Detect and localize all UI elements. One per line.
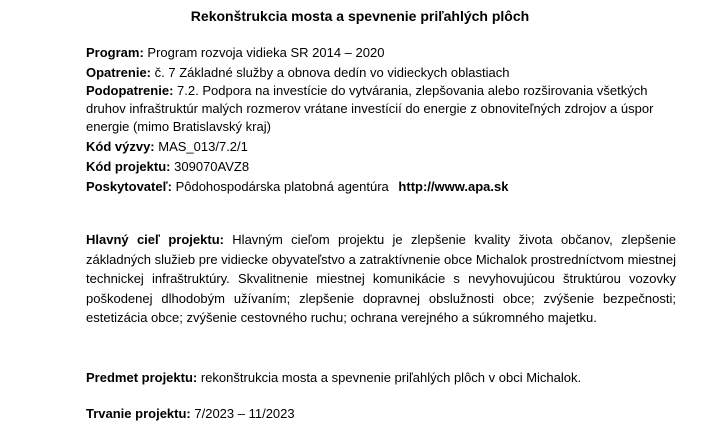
program-value: Program rozvoja vidieka SR 2014 – 2020	[147, 45, 385, 60]
kod-projektu-value: 309070AVZ8	[174, 159, 250, 174]
program-row	[86, 44, 676, 62]
project-subject-text: rekonštrukcia mosta a spevnenie priľahlých plôch v obci Michalok.	[200, 370, 582, 385]
main-goal-text: Hlavným cieľom projektu je zlepšenie kvality života občanov, zlepšenie základných služieb pre vidiecke obyvateľstvo a zatraktívnenie obce Michalok prostredníctvom miestnej technickej infraštruktúry. Skvalitnenie miestnej komunikácie s nevyhovujúcou štruktúrou vozovky poškodenej dlhodobým užívaním; zlepšenie dopravnej obslužnosti obce; zvýšenie bezpečnosti; estetizácia obce; zvýšenie cestovného ruchu; ochrana verejného a súkromného majetku.	[86, 232, 676, 325]
main-goal-section	[86, 230, 676, 328]
project-subject-label: Predmet projektu:	[86, 370, 198, 385]
program-label: Program:	[86, 45, 144, 60]
podopatrenie-label: Podopatrenie:	[86, 83, 174, 98]
document-title: Rekonštrukcia mosta a spevnenie priľahlých plôch	[190, 8, 530, 24]
poskytovatel-row	[86, 178, 676, 196]
kod-projektu-row	[86, 158, 676, 176]
podopatrenie-value: 7.2. Podpora na investície do vytvárania, zlepšovania alebo rozširovania všetkých druhov infraštruktúr malých rozmerov vrátane investícií do energie z obnoviteľných zdrojov a úspor energie (mimo Bratislavský kraj)	[86, 83, 654, 134]
project-subject-section	[86, 369, 676, 387]
opatrenie-row	[86, 64, 676, 82]
project-duration-label: Trvanie projektu:	[86, 406, 191, 421]
poskytovatel-label: Poskytovateľ:	[86, 179, 172, 194]
kod-projektu-label: Kód projektu:	[86, 159, 171, 174]
poskytovatel-url-link[interactable]: http://www.apa.sk	[398, 179, 509, 194]
project-info-block	[86, 44, 676, 198]
project-duration-section	[86, 405, 676, 423]
opatrenie-label: Opatrenie:	[86, 65, 152, 80]
opatrenie-value: č. 7 Základné služby a obnova dedín vo vidieckych oblastiach	[154, 65, 510, 80]
kod-vyzvy-label: Kód výzvy:	[86, 139, 155, 154]
poskytovatel-value: Pôdohospodárska platobná agentúra	[175, 179, 389, 194]
podopatrenie-row	[86, 82, 676, 136]
kod-vyzvy-value: MAS_013/7.2/1	[158, 139, 248, 154]
project-duration-text: 7/2023 – 11/2023	[194, 406, 295, 421]
main-goal-label: Hlavný cieľ projektu:	[86, 232, 224, 247]
main-goal-paragraph	[86, 230, 676, 328]
kod-vyzvy-row	[86, 138, 676, 156]
